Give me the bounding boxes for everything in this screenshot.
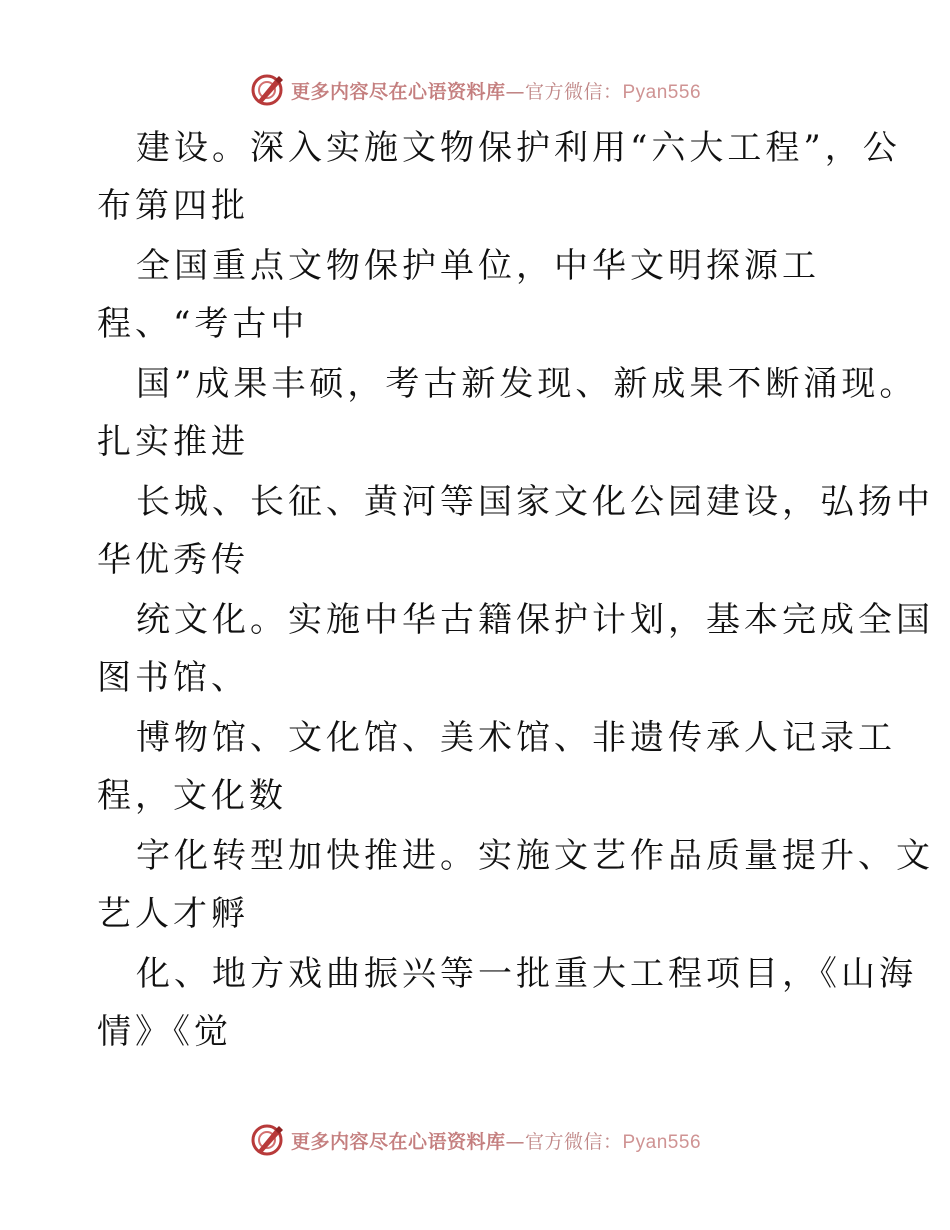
text-line: 长城、长征、黄河等国家文化公园建设，弘扬中 — [136, 482, 934, 522]
pen-logo-icon — [249, 1122, 285, 1158]
text-line: 程，文化数 — [97, 776, 287, 816]
text-line: 国”成果丰硕，考古新发现、新成果不断涌现。 — [136, 364, 918, 404]
watermark-main-text: 更多内容尽在心语资料库 — [290, 80, 506, 103]
text-line: 化、地方戏曲振兴等一批重大工程项目，《山海 — [136, 954, 917, 994]
text-line: 扎实推进 — [97, 422, 249, 462]
header-watermark — [0, 68, 950, 112]
text-line: 博物馆、文化馆、美术馆、非遗传承人记录工 — [136, 718, 896, 758]
watermark-wechat-label: 官方微信： — [524, 1130, 623, 1153]
text-line: 布第四批 — [97, 186, 249, 226]
watermark-separator: — — [505, 1130, 525, 1153]
watermark-wechat-label: 官方微信： — [524, 80, 623, 103]
text-line: 华优秀传 — [97, 540, 249, 580]
text-line: 程、“考古中 — [97, 304, 309, 344]
text-line: 统文化。实施中华古籍保护计划，基本完成全国 — [136, 600, 934, 640]
watermark-wechat-id: Pyan556 — [622, 1131, 702, 1153]
watermark-main-text: 更多内容尽在心语资料库 — [290, 1130, 506, 1153]
pen-logo-icon — [249, 72, 285, 108]
text-line: 建设。深入实施文物保护利用“六大工程”，公 — [136, 128, 901, 168]
watermark-text — [291, 1127, 701, 1154]
text-line: 字化转型加快推进。实施文艺作品质量提升、文 — [136, 836, 934, 876]
text-line: 情》《觉 — [97, 1012, 232, 1052]
footer-watermark — [0, 1118, 950, 1162]
text-line: 图书馆、 — [97, 658, 249, 698]
watermark-separator: — — [505, 80, 525, 103]
watermark-wechat-id: Pyan556 — [622, 81, 702, 103]
text-line: 全国重点文物保护单位，中华文明探源工 — [136, 246, 820, 286]
watermark-text — [291, 77, 701, 104]
text-line: 艺人才孵 — [97, 894, 249, 934]
